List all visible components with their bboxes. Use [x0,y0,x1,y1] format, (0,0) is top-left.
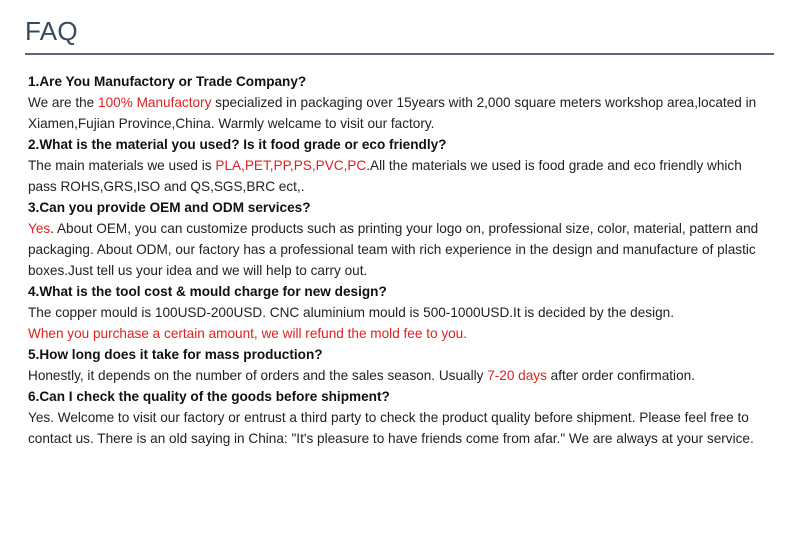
faq-question-4: 4.What is the tool cost & mould charge for new design? [28,284,387,299]
faq-question-1: 1.Are You Manufactory or Trade Company? [28,74,307,89]
faq-answer-3 [28,218,774,281]
answer-text: . About OEM, you can customize products such as printing your logo on, professional size, color, material, pattern and [50,221,759,236]
faq-answer-6 [28,407,774,449]
answer-highlight: 7-20 days [487,368,547,383]
answer-text: Honestly, it depends on the number of orders and the sales season. Usually [28,368,488,383]
answer-text: .All the materials we used is food grade and eco friendly which pass ROHS,GRS,ISO and QS,SGS,BRC ect,. [28,158,742,194]
answer-text: contact us. There is an old saying in China: "It's pleasure to have friends come from afar." We are always at your service. [28,431,754,446]
faq-question-3: 3.Can you provide OEM and ODM services? [28,200,311,215]
answer-text: after order confirmation. [546,368,695,383]
faq-answer-2 [28,155,774,197]
answer-text: specialized in packaging over 15years with 2,000 square meters workshop area,located in Xiamen,Fujian Province,China. Warmly welcame to visit our factory. [28,95,757,131]
faq-answer-1 [28,92,774,134]
answer-highlight: When you purchase a certain amount, we will refund the mold fee to you. [28,326,468,341]
answer-highlight: PLA,PET,PP,PS,PVC,PC [215,158,367,173]
answer-text: The main materials we used is [28,158,216,173]
faq-answer-4 [28,302,774,344]
answer-highlight: Yes [28,221,51,236]
answer-highlight: 100% Manufactory [98,95,212,110]
faq-list [28,71,774,449]
title-divider [25,53,774,55]
faq-answer-5 [28,365,774,386]
answer-text: We are the [28,95,99,110]
faq-question-5: 5.How long does it take for mass production? [28,347,323,362]
answer-text: packaging. About ODM, our factory has a professional team with rich experience in the design and manufacture of plastic boxes.Just tell us your idea and we will help to carry out. [28,242,756,278]
answer-text: The copper mould is 100USD-200USD. CNC aluminium mould is 500-1000USD.It is decided by the design. [28,305,675,320]
faq-question-2: 2.What is the material you used? Is it food grade or eco friendly? [28,137,447,152]
answer-text: Yes. Welcome to visit our factory or entrust a third party to check the product quality before shipment. Please feel free to [28,410,749,425]
page-title: FAQ [25,16,78,46]
faq-question-6: 6.Can I check the quality of the goods before shipment? [28,389,390,404]
